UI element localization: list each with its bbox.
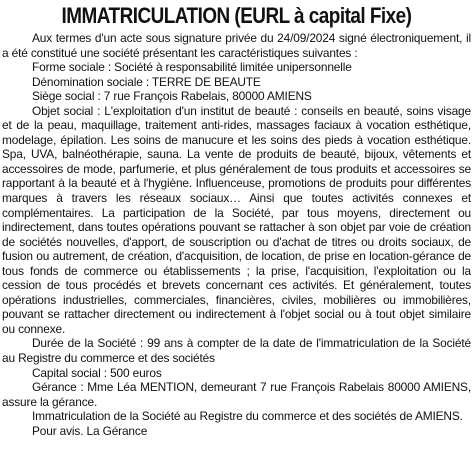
registered-office-line: Siège social : 7 rue François Rabelais, 80000 AMIENS: [32, 89, 312, 104]
signature-line: Pour avis. La Gérance: [32, 423, 148, 438]
duration-paragraph: Durée de la Société : 99 ans à compter de la date de l'immatriculation de la Société au Registre du commerce et des sociétés: [2, 336, 471, 366]
registration-paragraph: Immatriculation de la Société au Registre du commerce et des sociétés de AMIENS.: [32, 409, 463, 424]
company-name-line: Dénomination sociale : TERRE DE BEAUTE: [32, 74, 261, 89]
notice-title: IMMATRICULATION (EURL à capital Fixe): [61, 3, 412, 28]
intro-paragraph: Aux termes d'un acte sous signature privée du 24/09/2024 signé électroniquement, il a été constitué une société présentant les caractéristiques suivantes :: [2, 31, 471, 60]
notice-body: [2, 31, 471, 438]
management-paragraph: Gérance : Mme Léa MENTION, demeurant 7 rue François Rabelais 80000 AMIENS, assure la gérance.: [2, 380, 471, 409]
corporate-purpose-paragraph: Objet social : L'exploitation d'un institut de beauté : conseils en beauté, soins visage et de la peau, maquillage, traitement anti-rides, massages faciaux à vocation esthétique, modelage, épilation. Les soins de manucure et les soins des pieds à vocation esthétique. Spa, UVA, balnéothérapie, sauna. La vente de produits de beauté, bijoux, vêtements et accessoires de mode, parfumerie, et plus généralement de tous produits et accessoires se rapportant à la beauté et à l'hygiène. Influenceuse, promotions de produits pour différentes marques à travers les réseaux sociaux… Ainsi que toutes activités connexes et complémentaires. La participation de la Société, par tous moyens, directement ou indirectement, dans toutes opérations pouvant se rattacher à son objet par voie de création de sociétés nouvelles, d'apport, de souscription ou d'achat de titres ou droits sociaux, de fusion ou autrement, de création, d'acquisition, de location, de prise en location-gérance de tous fonds de commerce ou établissements ; la prise, l'acquisition, l'exploitation ou la cession de tous procédés et brevets concernant ces activités. Et généralement, toutes opérations industrielles, commerciales, financières, civiles, mobilières ou immobilières, pouvant se rattacher directement ou indirectement à l'objet social ou à tout objet similaire ou connexe.: [2, 103, 471, 336]
legal-form-line: Forme sociale : Société à responsabilité limitée unipersonnelle: [32, 60, 352, 75]
share-capital-line: Capital social : 500 euros: [32, 365, 162, 380]
